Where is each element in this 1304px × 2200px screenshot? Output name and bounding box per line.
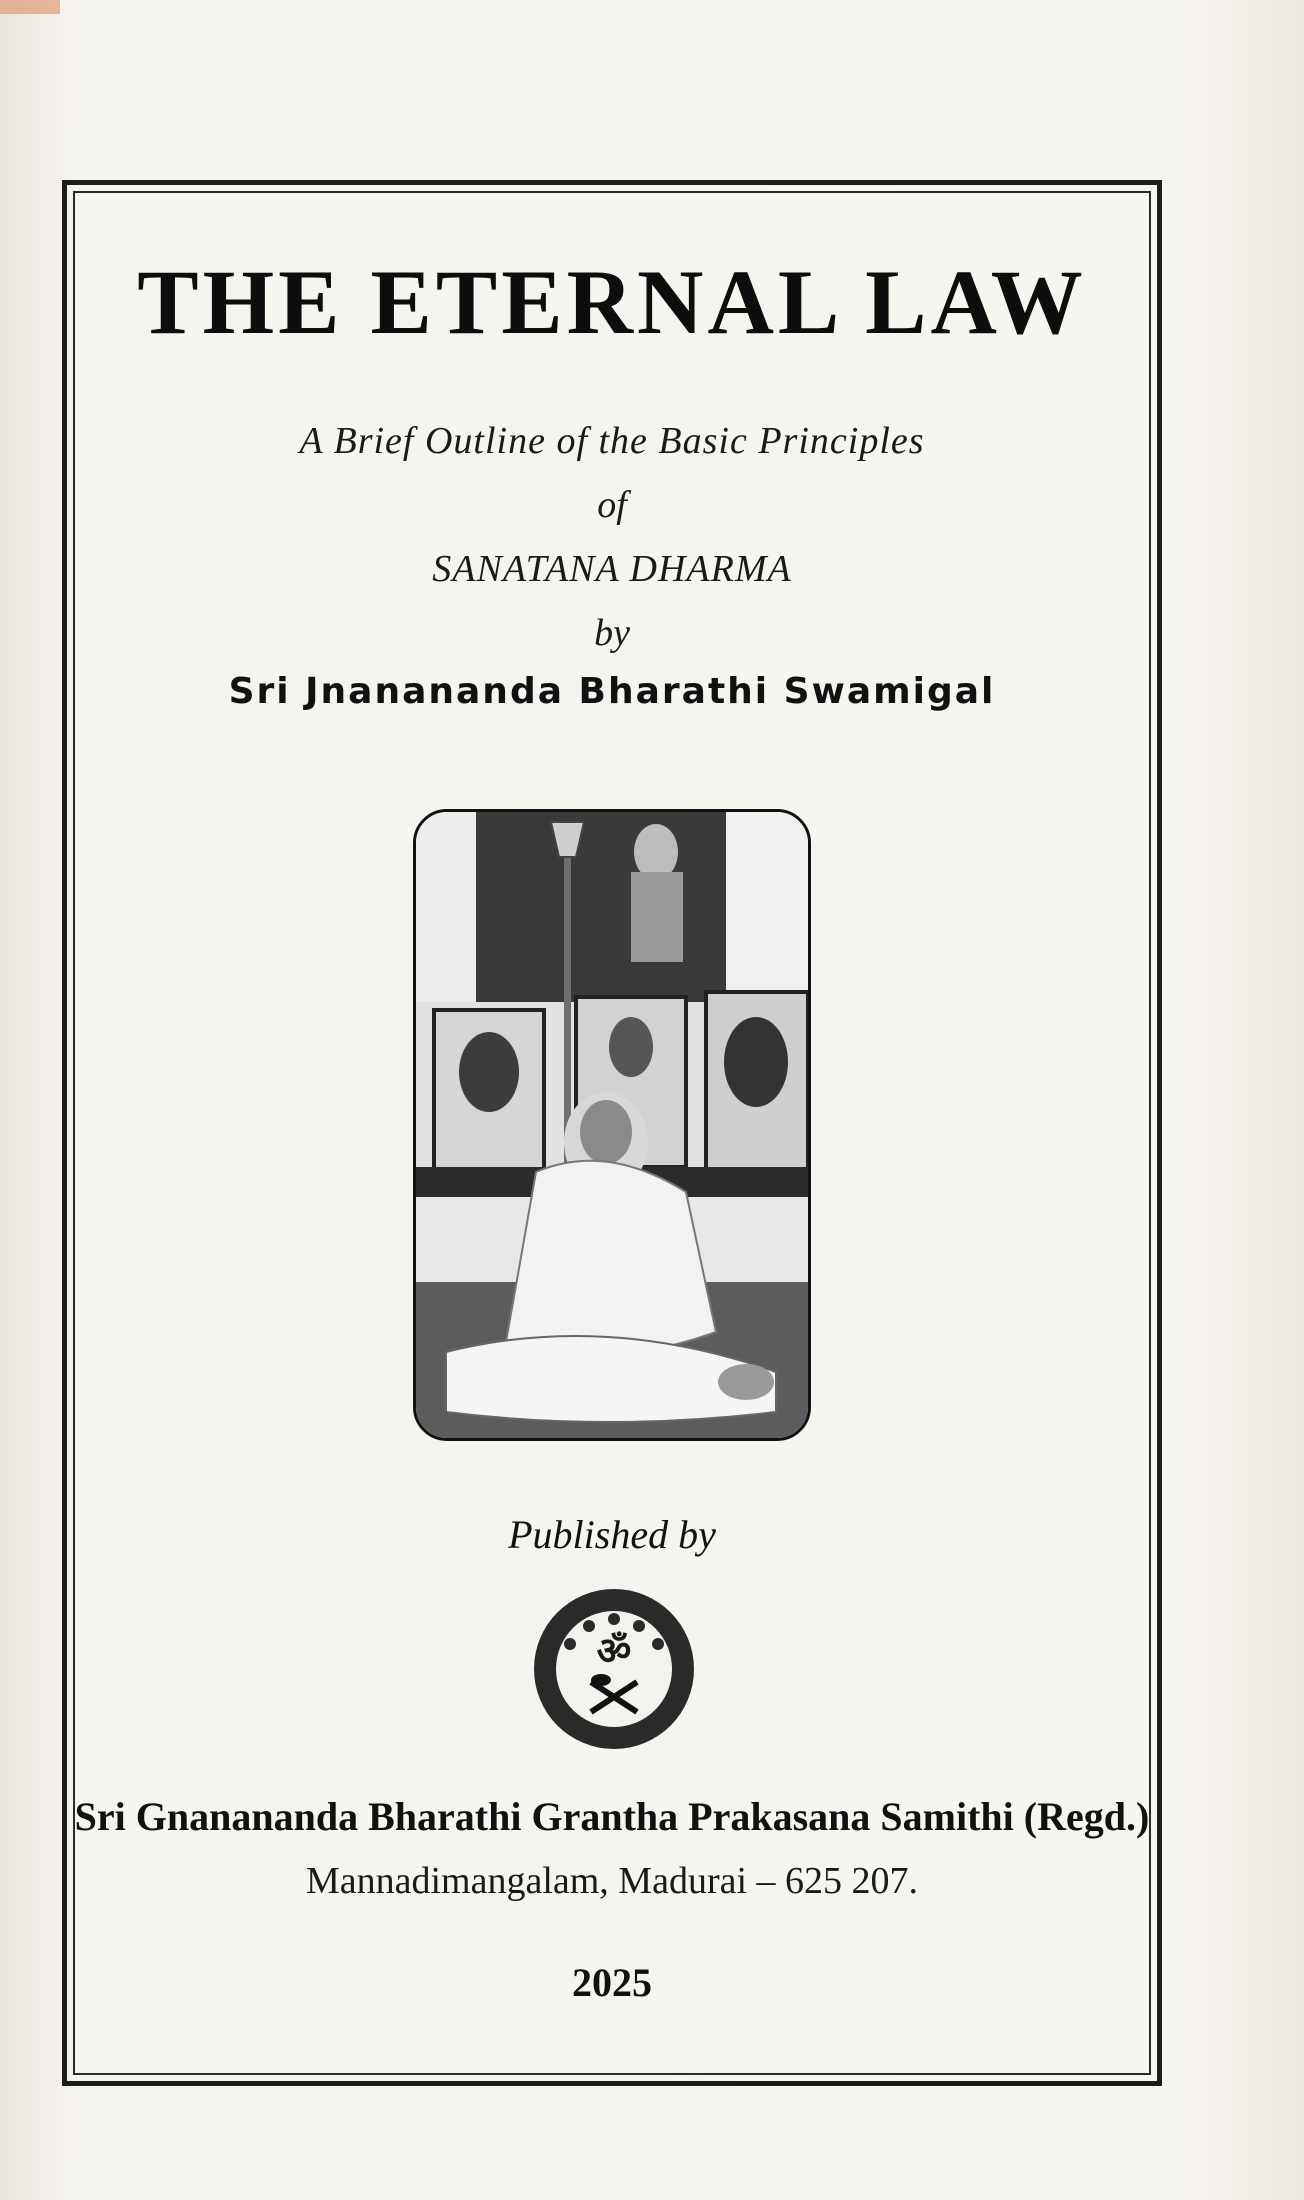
publisher-address: Mannadimangalam, Madurai – 625 207. — [305, 1860, 919, 1902]
title-page — [73, 191, 1151, 2075]
byline-by: by — [594, 612, 630, 654]
published-by-label: Published by — [508, 1512, 716, 1557]
book-subtitle: A Brief Outline of the Basic Principles — [299, 420, 925, 462]
cover-edge — [0, 0, 60, 14]
publisher-name: Sri Gnanananda Bharathi Grantha Prakasana Samithi (Regd.) — [74, 1794, 1150, 1839]
book-title: THE ETERNAL LAW — [137, 251, 1087, 353]
book-topic: SANATANA DHARMA — [432, 548, 792, 590]
om-emblem-seal-icon — [531, 1586, 697, 1752]
publication-year: 2025 — [572, 1960, 652, 2005]
subtitle-of: of — [597, 484, 627, 526]
portrait-photo — [413, 809, 811, 1441]
svg-text:ॐ: ॐ — [596, 1629, 632, 1673]
author-name: Sri Jnanananda Bharathi Swamigal — [228, 671, 996, 712]
